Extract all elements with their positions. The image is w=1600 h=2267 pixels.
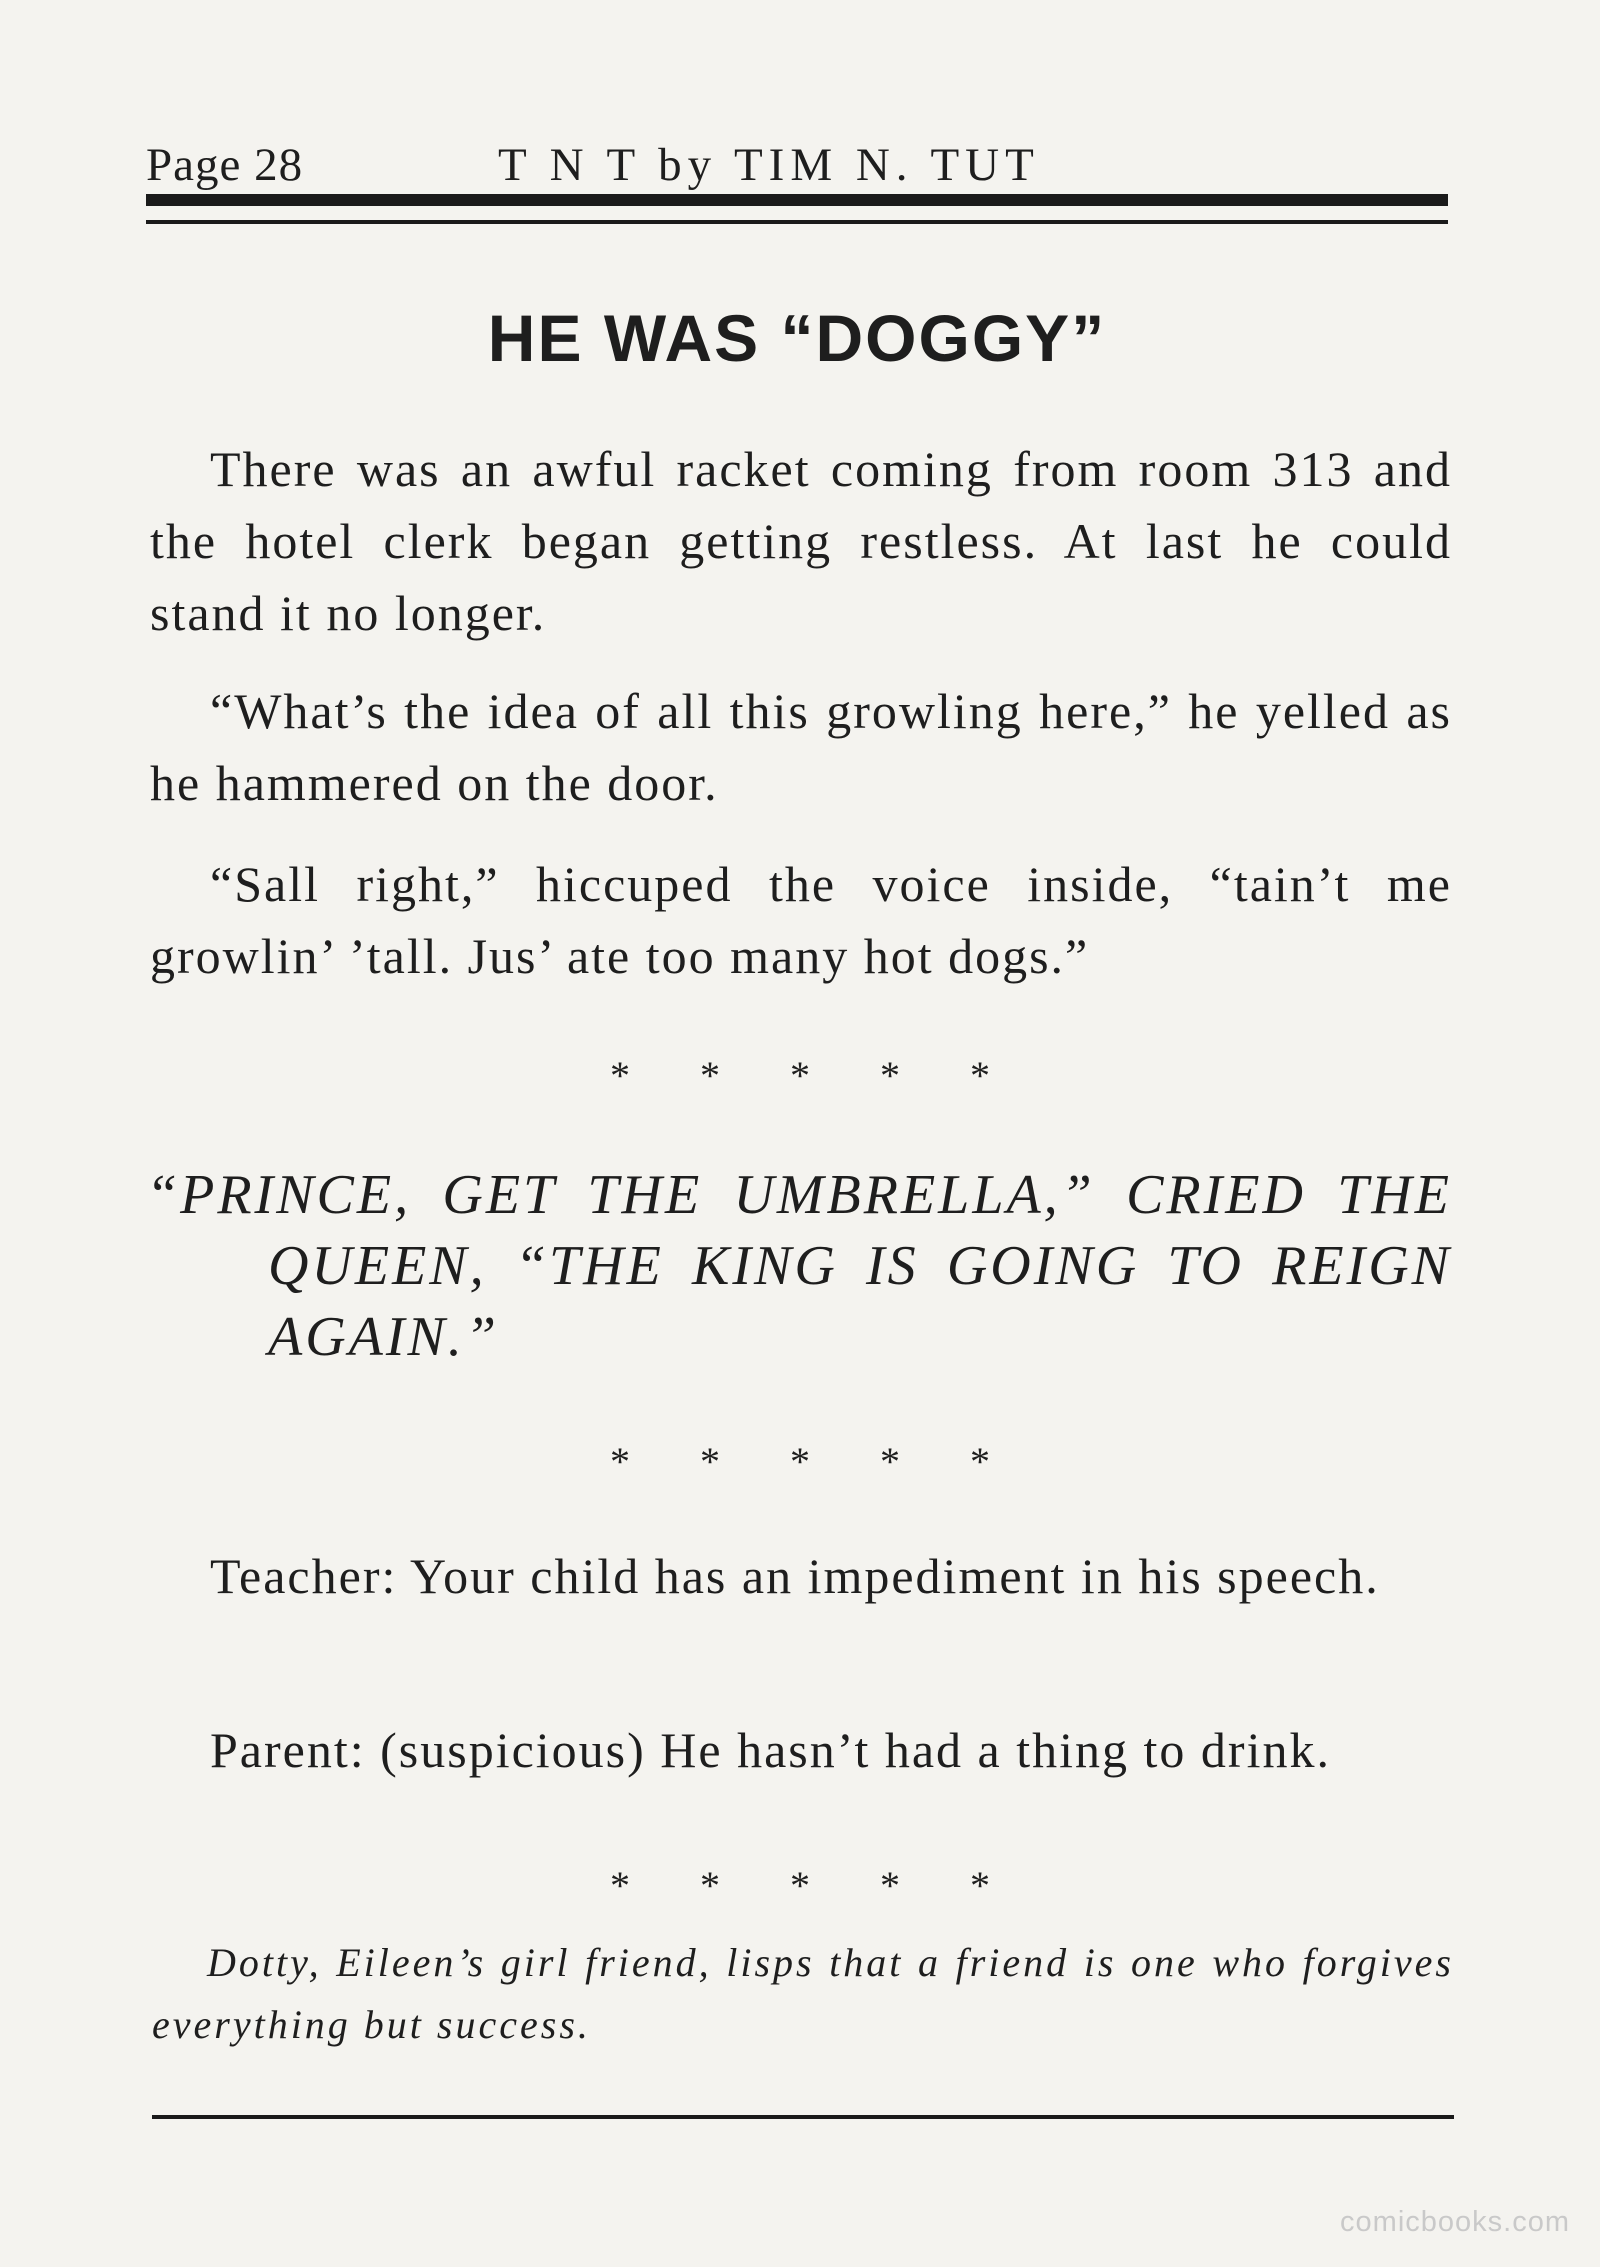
star-glyph: * xyxy=(610,1053,630,1098)
site-watermark: comicbooks.com xyxy=(1340,2206,1570,2238)
header-rule-thick xyxy=(146,194,1448,206)
star-glyph: * xyxy=(790,1863,810,1908)
separator-3 xyxy=(610,1862,990,1909)
star-glyph: * xyxy=(970,1053,990,1098)
star-glyph: * xyxy=(880,1863,900,1908)
running-title: T N T by TIM N. TUT xyxy=(498,139,1040,191)
star-glyph: * xyxy=(610,1863,630,1908)
star-glyph: * xyxy=(970,1863,990,1908)
star-glyph: * xyxy=(700,1053,720,1098)
page-number: Page 28 xyxy=(146,139,304,191)
footer-rule xyxy=(152,2115,1454,2119)
separator-1 xyxy=(610,1052,990,1099)
separator-2 xyxy=(610,1438,990,1485)
star-glyph: * xyxy=(610,1439,630,1484)
story-title: HE WAS “DOGGY” xyxy=(487,301,1107,375)
teacher-line: Teacher: Your child has an impediment in his speech. xyxy=(210,1548,1380,1604)
star-glyph: * xyxy=(790,1053,810,1098)
story-paragraph-3: “Sall right,” hiccuped the voice inside, “tain’t me growlin’ ’tall. Jus’ ate too many hot dogs.” xyxy=(150,856,1452,984)
star-glyph: * xyxy=(790,1439,810,1484)
star-glyph: * xyxy=(700,1863,720,1908)
star-glyph: * xyxy=(970,1439,990,1484)
star-glyph: * xyxy=(700,1439,720,1484)
star-glyph: * xyxy=(880,1439,900,1484)
story-paragraph-1: There was an awful racket coming from room 313 and the hotel clerk began getting restless. At last he could stand it no longer. xyxy=(150,441,1452,641)
story-paragraph-2: “What’s the idea of all this growling here,” he yelled as he hammered on the door. xyxy=(150,683,1452,811)
running-header xyxy=(146,138,1448,191)
parent-line: Parent: (suspicious) He hasn’t had a thing to drink. xyxy=(210,1722,1331,1778)
umbrella-joke: “PRINCE, GET THE UMBRELLA,” CRIED THE QUEEN, “THE KING IS GOING TO REIGN AGAIN.” xyxy=(146,1164,1452,1368)
closing-quip: Dotty, Eileen’s girl friend, lisps that a friend is one who forgives everything but success. xyxy=(152,1940,1454,2047)
star-glyph: * xyxy=(880,1053,900,1098)
header-rule-thin xyxy=(146,220,1448,224)
